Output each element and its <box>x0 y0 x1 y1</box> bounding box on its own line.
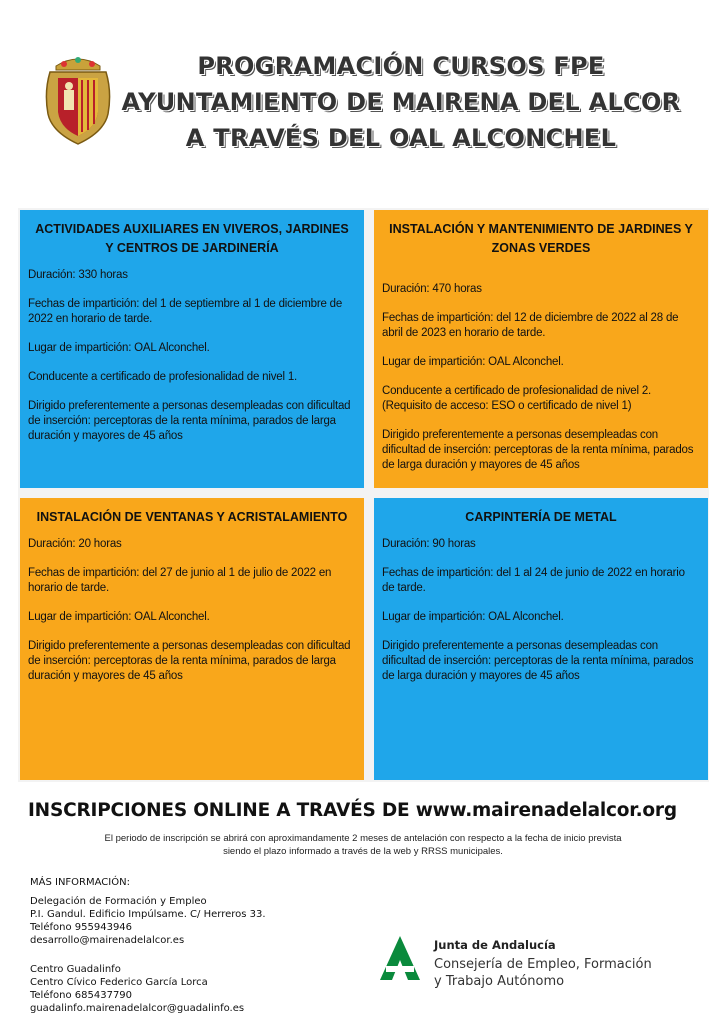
office2-phone: Teléfono 685437790 <box>30 990 133 1001</box>
course-card <box>20 498 364 780</box>
course-duration: Duración: 330 horas <box>28 269 128 281</box>
junta-department <box>434 956 714 990</box>
course-duration: Duración: 470 horas <box>382 283 482 295</box>
course-duration: Duración: 90 horas <box>382 538 476 550</box>
junta-dept-line-2: y Trabajo Autónomo <box>434 974 565 989</box>
course-dates: Fechas de impartición: del 27 de junio al 1 de julio de 2022 en horario de tarde. <box>28 567 332 594</box>
course-title: INSTALACIÓN Y MANTENIMIENTO DE JARDINES Y ZONAS VERDES <box>389 222 693 255</box>
junta-andalucia-block <box>376 920 716 1000</box>
title-line-2: AYUNTAMIENTO DE MAIRENA DEL ALCOR <box>121 88 681 116</box>
junta-name: Junta de Andalucía <box>434 938 556 952</box>
course-place: Lugar de impartición: OAL Alconchel. <box>28 342 210 354</box>
course-place: Lugar de impartición: OAL Alconchel. <box>28 611 210 623</box>
title-line-3: A TRAVÉS DEL OAL ALCONCHEL <box>185 124 617 152</box>
course-card <box>374 498 708 780</box>
office1-phone: Teléfono 955943946 <box>30 922 133 933</box>
municipal-crest-icon <box>42 52 114 148</box>
course-target: Dirigido preferentemente a personas desempleadas con dificultad de inserción: perceptoras de la renta mínima, parados de larga duración y mayores de 45 años <box>28 640 351 682</box>
office1-name: Delegación de Formación y Empleo <box>30 896 207 907</box>
registration-headline: INSCRIPCIONES ONLINE A TRAVÉS DE www.mairenadelalcor.org <box>28 800 677 821</box>
course-certificate: Conducente a certificado de profesionalidad de nivel 1. <box>28 371 298 383</box>
registration-period-line-2: siendo el plazo informado a través de la web y RRSS municipales. <box>223 846 503 857</box>
course-place: Lugar de impartición: OAL Alconchel. <box>382 356 564 368</box>
contact-heading: MÁS INFORMACIÓN: <box>30 877 130 888</box>
course-card <box>374 210 708 488</box>
office1-address: P.I. Gandul. Edificio Impúlsame. C/ Herreros 33. <box>30 909 266 920</box>
title-line-1: PROGRAMACIÓN CURSOS FPE <box>197 52 605 80</box>
course-dates: Fechas de impartición: del 1 de septiembre al 1 de diciembre de 2022 en horario de tarde. <box>28 298 343 325</box>
course-duration: Duración: 20 horas <box>28 538 122 550</box>
registration-period-line-1: El periodo de inscripción se abrirá con aproximandamente 2 meses de antelación con respecto a la fecha de inicio prevista <box>104 833 622 844</box>
course-certificate: Conducente a certificado de profesionalidad de nivel 2. (Requisito de acceso: ESO o certificado de nivel 1) <box>382 385 652 412</box>
office1-email: desarrollo@mairenadelalcor.es <box>30 935 185 946</box>
course-target: Dirigido preferentemente a personas desempleadas con dificultad de inserción: perceptoras de la renta mínima, parados de larga duración y mayores de 45 años <box>382 429 694 471</box>
course-dates: Fechas de impartición: del 1 al 24 de junio de 2022 en horario de tarde. <box>382 567 685 594</box>
course-title: CARPINTERÍA DE METAL <box>465 510 617 524</box>
course-target: Dirigido preferentemente a personas desempleadas con dificultad de inserción: perceptoras de la renta mínima, parados de larga duración y mayores de 45 años <box>382 640 694 682</box>
course-card <box>20 210 364 488</box>
office2-address: Centro Cívico Federico García Lorca <box>30 977 208 988</box>
course-title: INSTALACIÓN DE VENTANAS Y ACRISTALAMIENTO <box>36 510 348 524</box>
header <box>0 0 724 200</box>
junta-andalucia-logo-icon <box>376 934 424 982</box>
title-block <box>118 48 684 156</box>
contact-info <box>30 876 330 1015</box>
registration-period <box>40 832 686 858</box>
office2-name: Centro Guadalinfo <box>30 964 121 975</box>
course-title: ACTIVIDADES AUXILIARES EN VIVEROS, JARDINES Y CENTROS DE JARDINERÍA <box>35 222 349 255</box>
course-target: Dirigido preferentemente a personas desempleadas con dificultad de inserción: perceptoras de la renta mínima, parados de larga duración y mayores de 45 años <box>28 400 351 442</box>
junta-dept-line-1: Consejería de Empleo, Formación <box>434 957 652 972</box>
course-place: Lugar de impartición: OAL Alconchel. <box>382 611 564 623</box>
office2-email: guadalinfo.mairenadelalcor@guadalinfo.es <box>30 1003 245 1014</box>
course-dates: Fechas de impartición: del 12 de diciembre de 2022 al 28 de abril de 2023 en horario de tarde. <box>382 312 679 339</box>
